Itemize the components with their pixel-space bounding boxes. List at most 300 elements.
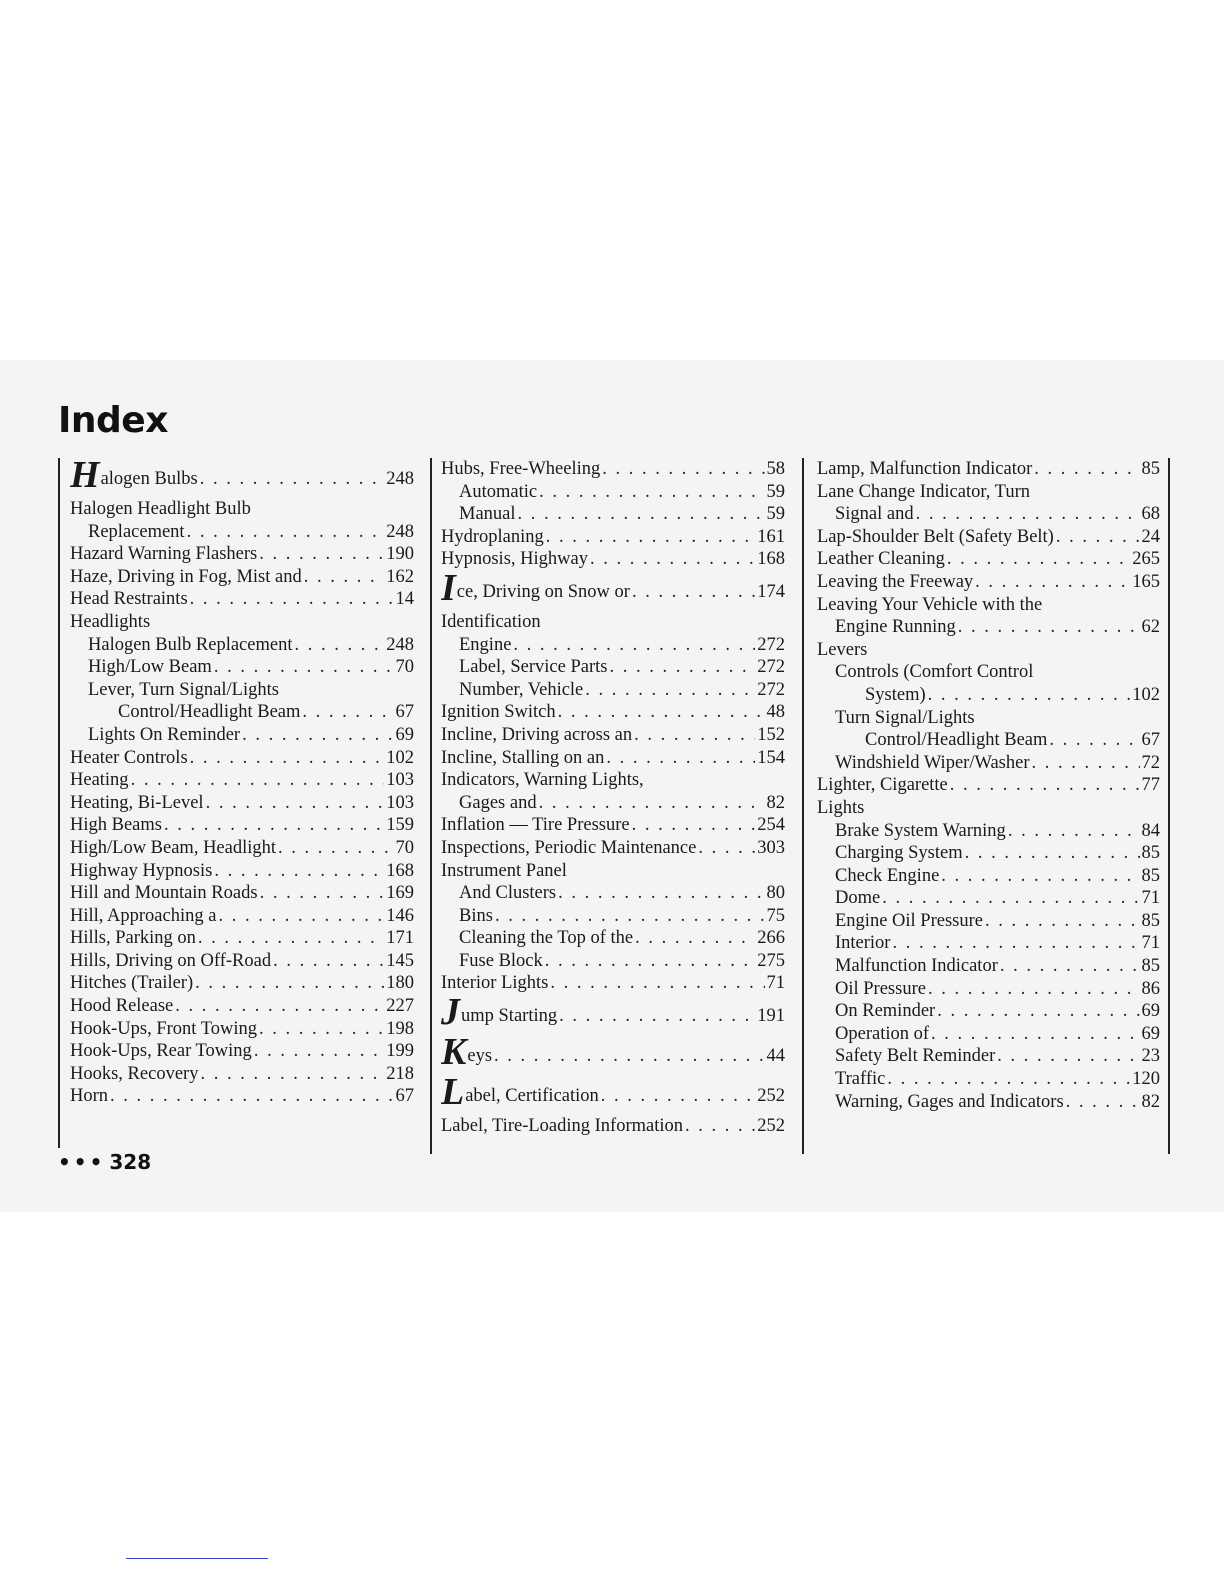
entry-label: Number, Vehicle [459,679,584,700]
dot-leader [1056,526,1140,549]
entry-label: Leaving the Freeway [817,571,974,592]
dot-leader [558,701,765,724]
index-entry [70,701,414,724]
entry-page: 85 [1141,459,1160,479]
entry-page: 248 [386,521,414,542]
dot-leader [190,588,394,611]
dot-leader [887,1068,1130,1091]
entry-label: Traffic [835,1069,886,1090]
entry-text [835,661,1033,684]
entry-label: Replacement [88,521,185,542]
index-entry [70,566,414,589]
index-entry [817,707,1160,730]
index-entry [441,526,785,549]
section-letter: J [441,997,460,1034]
index-entry [441,769,785,792]
dot-leader [997,1045,1139,1068]
entry-text [459,905,493,928]
entry-text [70,950,271,973]
entry-text [817,594,1042,617]
entry-page: 67 [395,1086,414,1107]
entry-page: 272 [757,679,785,700]
index-column-3 [817,458,1160,1113]
dot-leader [601,1081,755,1111]
entry-label: Levers [817,639,868,660]
index-entry [70,972,414,995]
entry-label: Malfunction Indicator [835,956,998,977]
entry-page: 227 [386,996,414,1017]
entry-label: Heating [70,770,129,791]
entry-page: 71 [766,973,785,994]
dot-leader [242,724,393,747]
entry-page: 85 [1141,910,1160,931]
entry-text [835,955,998,978]
entry-page: 146 [386,905,414,926]
index-entry [441,837,785,860]
entry-label: Leather Cleaning [817,549,945,570]
entry-page: 154 [757,747,785,768]
dot-leader [164,814,384,837]
index-entry [441,882,785,905]
index-entry [70,769,414,792]
entry-label: Fuse Block [459,950,543,971]
index-entry [441,634,785,657]
entry-label: System) [865,684,926,705]
entry-text [441,769,644,792]
entry-label: Hazard Warning Flashers [70,544,258,565]
entry-label: Identification [441,611,541,632]
entry-label: Halogen Bulb Replacement [88,634,293,655]
index-entry [817,910,1160,933]
entry-label: Hook-Ups, Rear Towing [70,1041,252,1062]
entry-text [70,1085,108,1108]
index-entry [817,729,1160,752]
entry-page: 303 [757,837,785,858]
dot-leader [1034,458,1139,481]
entry-label: Hydroplaning [441,526,544,547]
dot-leader [947,548,1130,571]
entry-label: Charging System [835,843,963,864]
entry-page: 85 [1141,956,1160,977]
dot-leader [1031,752,1139,775]
page-title: Index [58,400,168,441]
entry-text [441,548,588,571]
dot-leader [187,521,385,544]
entry-page: 272 [757,634,785,655]
dot-leader [550,972,764,995]
dot-leader [518,503,765,526]
column-rule [58,458,60,1148]
entry-label: Cleaning the Top of the [459,928,634,949]
entry-text [441,1115,683,1138]
entry-page: 71 [1141,933,1160,954]
entry-page: 248 [386,634,414,655]
index-entry [441,860,785,883]
entry-text [835,820,1006,843]
dot-leader [1049,729,1139,752]
entry-page: 275 [757,950,785,971]
index-entry [70,634,414,657]
entry-page: 24 [1141,526,1160,547]
index-entry [441,1077,785,1115]
entry-label: Lights [817,797,865,818]
index-column-1 [70,458,414,1108]
entry-text [70,882,258,905]
dot-leader [198,927,384,950]
entry-text [835,1045,995,1068]
entry-text [441,747,604,770]
entry-page: 69 [1141,1001,1160,1022]
entry-text [835,932,890,955]
entry-page: 82 [1141,1091,1160,1112]
entry-label: Hill, Approaching a [70,905,217,926]
index-entry [441,573,785,611]
dot-leader [585,679,755,702]
dot-leader [1000,955,1140,978]
dot-leader [273,950,384,973]
index-entry [817,1091,1160,1114]
index-entry [441,905,785,928]
dot-leader [931,1023,1139,1046]
dot-leader [539,792,765,815]
index-entry [817,548,1160,571]
entry-label: Windshield Wiper/Washer [835,752,1030,773]
entry-label: eys [467,1046,493,1067]
index-entry [70,950,414,973]
dot-leader [958,616,1140,639]
entry-page: 86 [1141,978,1160,999]
index-entry [70,814,414,837]
entry-page: 198 [386,1018,414,1039]
entry-page: 165 [1132,571,1160,592]
entry-text [88,679,279,702]
entry-page: 58 [766,459,785,479]
index-entry [441,481,785,504]
dot-leader [278,837,393,860]
index-entry [70,679,414,702]
entry-label: Interior Lights [441,973,549,994]
entry-page: 44 [766,1046,785,1067]
entry-page: 102 [386,747,414,768]
entry-page: 48 [766,702,785,723]
dot-leader [928,978,1140,1001]
entry-text [459,882,556,905]
entry-page: 68 [1141,504,1160,525]
entry-label: Hook-Ups, Front Towing [70,1018,257,1039]
index-entry [70,521,414,544]
entry-text [459,950,543,973]
index-entry [441,701,785,724]
entry-text [835,616,956,639]
dot-leader [941,865,1139,888]
entry-label: Incline, Stalling on an [441,747,605,768]
entry-label: Engine [459,634,512,655]
dot-leader [304,566,385,589]
entry-label: Heater Controls [70,747,188,768]
entry-text [70,860,212,883]
page-number: 328 [109,1150,152,1174]
entry-text [441,701,556,724]
entry-text [835,1068,885,1091]
index-entry [817,481,1160,504]
entry-label: Safety Belt Reminder [835,1046,996,1067]
dot-leader [950,774,1140,797]
entry-label: Ignition Switch [441,702,556,723]
dot-leader [975,571,1130,594]
entry-page: 80 [766,883,785,904]
entry-text [817,797,864,820]
dot-leader [495,905,765,928]
entry-text [70,927,196,950]
entry-text [441,814,630,837]
entry-text [70,837,276,860]
entry-text [865,729,1047,752]
index-entry [70,882,414,905]
entry-text [817,774,948,797]
dot-leader [214,656,394,679]
dot-leader [254,1040,384,1063]
entry-label: Label, Tire-Loading Information [441,1116,683,1137]
entry-page: 218 [386,1063,414,1084]
index-entry [70,1063,414,1086]
entry-text [88,724,240,747]
index-entry [817,865,1160,888]
entry-text [459,481,537,504]
index-entry [817,661,1160,684]
dot-leader [513,634,755,657]
entry-page: 272 [757,657,785,678]
dot-leader [302,701,393,724]
entry-label: Gages and [459,792,537,813]
dot-leader [200,1063,384,1086]
index-entry [70,905,414,928]
entry-text [70,1040,252,1063]
dot-leader [698,837,755,860]
index-entry [70,837,414,860]
index-entry [817,797,1160,820]
index-entry [441,927,785,950]
entry-text [835,978,926,1001]
index-entry [817,774,1160,797]
entry-label: Automatic [459,481,538,502]
entry-text [441,573,630,607]
section-letter: I [441,572,456,609]
entry-label: Engine Oil Pressure [835,910,983,931]
entry-label: Leaving Your Vehicle with the [817,594,1043,615]
entry-text [459,634,511,657]
entry-text [441,611,541,634]
entry-label: And Clusters [459,883,557,904]
column-rule [802,458,804,1154]
entry-text [835,865,939,888]
index-entry [817,752,1160,775]
dot-leader [632,577,755,607]
dot-leader [916,503,1140,526]
entry-label: High/Low Beam, Headlight [70,837,277,858]
dot-leader [190,747,385,770]
dot-leader [259,1018,384,1041]
entry-text [70,1063,198,1086]
entry-text [88,521,185,544]
entry-label: Warning, Gages and Indicators [835,1091,1064,1112]
section-letter: K [441,1037,467,1074]
entry-page: 85 [1141,865,1160,886]
index-entry [817,684,1160,707]
index-entry [817,503,1160,526]
dot-leader [937,1000,1139,1023]
entry-text [459,679,583,702]
entry-text [70,747,188,770]
dot-leader [1066,1091,1140,1114]
entry-text [70,498,251,521]
entry-label: Haze, Driving in Fog, Mist and [70,566,302,587]
entry-text [70,566,302,589]
entry-page: 171 [386,928,414,949]
entry-label: Dome [835,888,881,909]
index-entry [441,503,785,526]
entry-text [441,860,567,883]
index-entry [441,950,785,973]
entry-label: Lane Change Indicator, Turn [817,481,1030,502]
index-entry [817,458,1160,481]
entry-label: Label, Service Parts [459,657,608,678]
index-entry [441,814,785,837]
entry-text [441,458,600,481]
dot-leader [260,882,385,905]
entry-label: Inspections, Periodic Maintenance [441,837,697,858]
index-entry [70,1085,414,1108]
entry-label: Hood Release [70,996,174,1017]
index-entry [817,978,1160,1001]
entry-label: Hitches (Trailer) [70,973,194,994]
dot-leader [545,950,755,973]
entry-label: Hill and Mountain Roads [70,883,258,904]
entry-page: 85 [1141,843,1160,864]
entry-label: High/Low Beam [88,657,212,678]
entry-page: 59 [766,481,785,502]
dot-leader [175,995,384,1018]
entry-label: Oil Pressure [835,978,926,999]
entry-text [865,684,926,707]
entry-page: 67 [1141,730,1160,751]
entry-label: Head Restraints [70,589,188,610]
entry-text [70,611,150,634]
dot-leader [1008,820,1140,843]
entry-label: Inflation — Tire Pressure [441,815,630,836]
entry-page: 103 [386,770,414,791]
entry-page: 72 [1141,752,1160,773]
dot-leader [985,910,1140,933]
dot-leader [539,481,764,504]
entry-label: High Beams [70,815,162,836]
entry-text [459,656,607,679]
entry-page: 23 [1141,1046,1160,1067]
index-entry [817,1023,1160,1046]
index-entry [817,616,1160,639]
dot-leader [609,656,755,679]
entry-page: 84 [1141,820,1160,841]
entry-label: Lap-Shoulder Belt (Safety Belt) [817,526,1054,547]
entry-page: 252 [757,1116,785,1137]
entry-text [817,548,945,571]
index-column-2 [441,458,785,1138]
entry-text [88,634,292,657]
entry-text [459,503,516,526]
entry-page: 168 [757,549,785,570]
page-footer [58,1150,151,1174]
dot-leader [214,860,384,883]
entry-label: Hooks, Recovery [70,1063,199,1084]
entry-label: Horn [70,1086,109,1107]
entry-label: ce, Driving on Snow or [456,581,630,602]
entry-page: 168 [386,860,414,881]
entry-page: 14 [395,589,414,610]
dot-leader [602,458,764,481]
entry-page: 159 [386,815,414,836]
index-entry [70,656,414,679]
entry-label: abel, Certification [465,1086,599,1107]
dot-leader [632,814,756,837]
dot-leader [546,526,755,549]
index-entry [817,1045,1160,1068]
column-rule [1168,458,1170,1154]
entry-label: Instrument Panel [441,860,567,881]
entry-label: Lamp, Malfunction Indicator [817,459,1033,479]
dot-leader [634,724,755,747]
link-underline [126,1558,268,1559]
entry-text [70,543,257,566]
entry-text [817,526,1054,549]
entry-page: 69 [395,724,414,745]
index-entry [817,571,1160,594]
index-entry [817,1068,1160,1091]
index-entry [441,679,785,702]
entry-page: 169 [386,883,414,904]
index-entry [70,588,414,611]
entry-label: Operation of [835,1023,930,1044]
index-entry [817,820,1160,843]
entry-page: 75 [766,905,785,926]
entry-text [459,792,537,815]
entry-text [817,571,973,594]
entry-text [441,972,548,995]
entry-text [441,1037,493,1074]
entry-text [835,842,963,865]
index-entry [70,498,414,521]
entry-label: Indicators, Warning Lights, [441,770,644,791]
index-entry [441,997,785,1035]
entry-page: 82 [766,792,785,813]
entry-page: 102 [1132,684,1160,705]
dot-leader [892,932,1139,955]
entry-label: ump Starting [461,1006,558,1027]
entry-text [70,588,188,611]
entry-page: 71 [1141,888,1160,909]
entry-text [70,905,216,928]
index-entry [441,656,785,679]
footer-bullets: ••• [58,1150,106,1174]
index-entry [70,747,414,770]
entry-page: 162 [386,566,414,587]
entry-label: Interior [835,933,891,954]
index-entry [441,972,785,995]
entry-page: 248 [386,469,414,489]
dot-leader [558,882,764,905]
entry-label: Check Engine [835,865,940,886]
entry-page: 69 [1141,1023,1160,1044]
dot-leader [294,634,384,657]
entry-label: Lever, Turn Signal/Lights [88,679,279,700]
